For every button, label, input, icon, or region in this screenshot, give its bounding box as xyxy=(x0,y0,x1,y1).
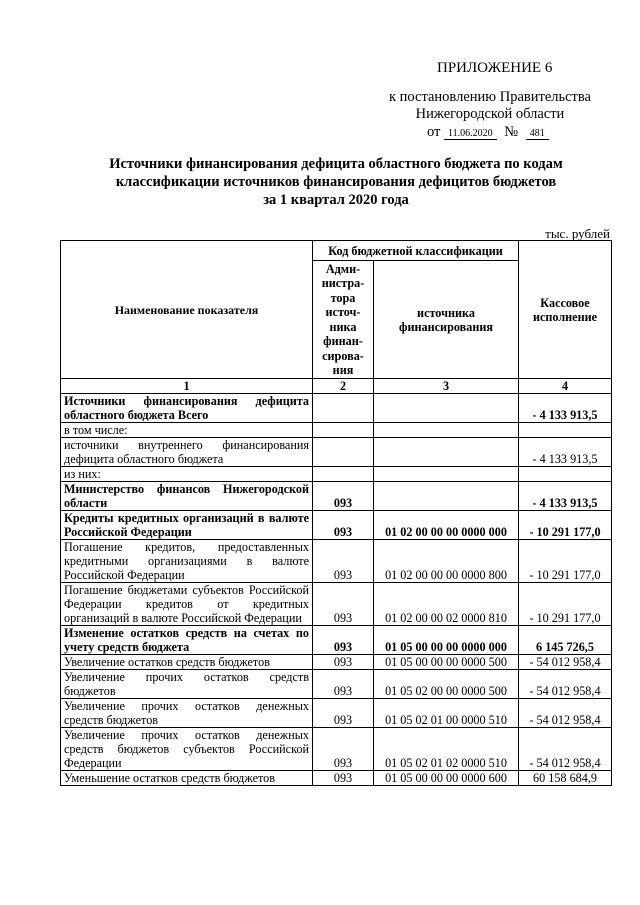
col-number-2: 2 xyxy=(313,379,374,394)
row-admin-code: 093 xyxy=(313,540,374,583)
row-source-code: 01 05 00 00 00 0000 000 xyxy=(374,626,519,655)
row-name: Увеличение прочих остатков денежных средств бюджетов субъектов Российской Федерации xyxy=(61,728,313,771)
row-name: в том числе: xyxy=(61,423,313,438)
row-name: источники внутреннего финансирования дефицита областного бюджета xyxy=(61,438,313,467)
row-name: Изменение остатков средств на счетах по учету средств бюджета xyxy=(61,626,313,655)
table-row xyxy=(61,583,612,626)
number-sign: № xyxy=(504,124,519,140)
row-source-code xyxy=(374,438,519,467)
date-prefix: от xyxy=(427,124,441,140)
table-row xyxy=(61,540,612,583)
row-name: Уменьшение остатков средств бюджетов xyxy=(61,771,313,786)
document-title xyxy=(60,155,612,209)
row-source-code: 01 02 00 00 00 0000 000 xyxy=(374,511,519,540)
row-admin-code: 093 xyxy=(313,626,374,655)
row-name: Увеличение прочих остатков средств бюджетов xyxy=(61,670,313,699)
row-source-code xyxy=(374,394,519,423)
header-code-group: Код бюджетной классификации xyxy=(313,241,519,261)
row-source-code xyxy=(374,423,519,438)
table-row xyxy=(61,728,612,771)
row-name: Министерство финансов Нижегородской области xyxy=(61,482,313,511)
row-admin-code xyxy=(313,438,374,467)
decree-date: 11.06.2020 xyxy=(444,128,497,140)
decree-reference xyxy=(380,89,600,123)
row-name: Погашение бюджетами субъектов Российской Федерации кредитов от кредитных организаций в валюте Российской Федерации xyxy=(61,583,313,626)
row-execution: - 54 012 958,4 xyxy=(519,655,612,670)
table-row xyxy=(61,771,612,786)
row-execution: - 10 291 177,0 xyxy=(519,511,612,540)
row-execution: - 10 291 177,0 xyxy=(519,540,612,583)
row-admin-code: 093 xyxy=(313,699,374,728)
row-execution: - 54 012 958,4 xyxy=(519,699,612,728)
row-name: из них: xyxy=(61,467,313,482)
row-execution: 60 158 684,9 xyxy=(519,771,612,786)
table-row xyxy=(61,655,612,670)
row-execution: - 54 012 958,4 xyxy=(519,728,612,771)
header-admin: Адми-нистра-тора источ-ника финан-сирова-ния xyxy=(313,261,374,379)
decree-date-row xyxy=(427,124,549,141)
row-execution: - 4 133 913,5 xyxy=(519,482,612,511)
row-admin-code: 093 xyxy=(313,511,374,540)
units-label: тыс. рублей xyxy=(545,226,610,241)
col-number-1: 1 xyxy=(61,379,313,394)
table-row xyxy=(61,626,612,655)
row-execution: - 4 133 913,5 xyxy=(519,394,612,423)
title-line-3: за 1 квартал 2020 года xyxy=(263,192,409,208)
decree-line-2: Нижегородской области xyxy=(415,106,565,122)
row-name: Погашение кредитов, предоставленных кредитными организациями в валюте Российской Федерации xyxy=(61,540,313,583)
row-source-code: 01 05 02 01 02 0000 510 xyxy=(374,728,519,771)
table-row xyxy=(61,511,612,540)
row-execution xyxy=(519,423,612,438)
financing-sources-table xyxy=(60,240,612,786)
row-source-code: 01 02 00 00 00 0000 800 xyxy=(374,540,519,583)
row-execution: - 4 133 913,5 xyxy=(519,438,612,467)
header-execution: Кассовое исполнение xyxy=(519,241,612,379)
header-name: Наименование показателя xyxy=(61,241,313,379)
table-row xyxy=(61,482,612,511)
row-execution: - 10 291 177,0 xyxy=(519,583,612,626)
row-name: Увеличение прочих остатков денежных средств бюджетов xyxy=(61,699,313,728)
row-name: Увеличение остатков средств бюджетов xyxy=(61,655,313,670)
table-row xyxy=(61,699,612,728)
row-source-code xyxy=(374,467,519,482)
row-source-code xyxy=(374,482,519,511)
col-number-4: 4 xyxy=(519,379,612,394)
col-number-3: 3 xyxy=(374,379,519,394)
header-source: источника финансирования xyxy=(374,261,519,379)
row-source-code: 01 05 00 00 00 0000 600 xyxy=(374,771,519,786)
row-execution xyxy=(519,467,612,482)
row-admin-code xyxy=(313,423,374,438)
row-name: Кредиты кредитных организаций в валюте Российской Федерации xyxy=(61,511,313,540)
decree-line-1: к постановлению Правительства xyxy=(389,89,591,105)
table-row xyxy=(61,394,612,423)
table-row xyxy=(61,438,612,467)
row-admin-code: 093 xyxy=(313,655,374,670)
row-admin-code: 093 xyxy=(313,771,374,786)
row-admin-code xyxy=(313,467,374,482)
row-execution: 6 145 726,5 xyxy=(519,626,612,655)
row-name: Источники финансирования дефицита областного бюджета Всего xyxy=(61,394,313,423)
row-source-code: 01 02 00 00 02 0000 810 xyxy=(374,583,519,626)
table-row xyxy=(61,423,612,438)
row-admin-code xyxy=(313,394,374,423)
row-execution: - 54 012 958,4 xyxy=(519,670,612,699)
row-admin-code: 093 xyxy=(313,728,374,771)
row-admin-code: 093 xyxy=(313,670,374,699)
appendix-label: ПРИЛОЖЕНИЕ 6 xyxy=(437,60,553,76)
row-source-code: 01 05 02 01 00 0000 510 xyxy=(374,699,519,728)
title-line-2: классификации источников финансирования дефицитов бюджетов xyxy=(115,174,557,190)
row-admin-code: 093 xyxy=(313,482,374,511)
decree-number: 481 xyxy=(526,128,549,140)
title-line-1: Источники финансирования дефицита областного бюджета по кодам xyxy=(109,156,563,172)
table-row xyxy=(61,670,612,699)
row-source-code: 01 05 00 00 00 0000 500 xyxy=(374,655,519,670)
row-admin-code: 093 xyxy=(313,583,374,626)
table-row xyxy=(61,467,612,482)
row-source-code: 01 05 02 00 00 0000 500 xyxy=(374,670,519,699)
